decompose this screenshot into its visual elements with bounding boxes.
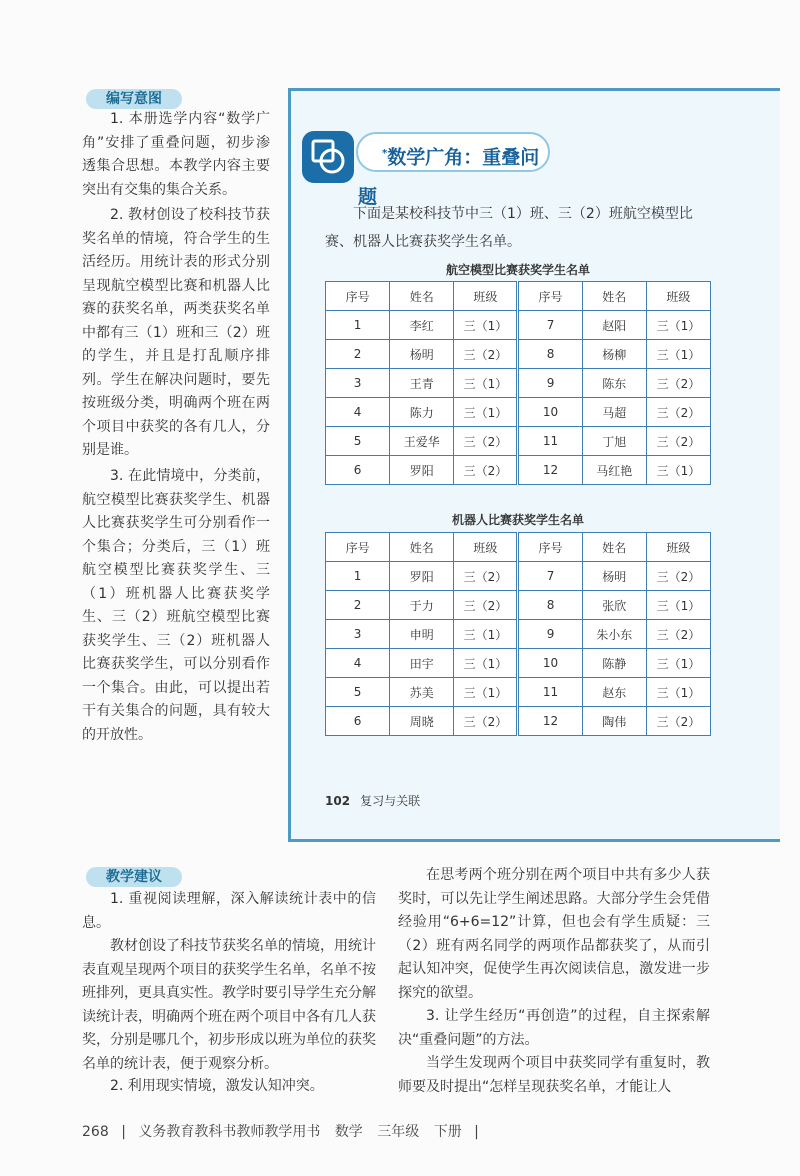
- table-cell: 罗阳: [390, 562, 454, 591]
- table-cell: 2: [326, 340, 390, 369]
- table-row: [326, 562, 711, 591]
- header-cell: 班级: [646, 533, 710, 562]
- table-cell: 8: [518, 340, 582, 369]
- table-cell: 苏美: [390, 678, 454, 707]
- footer-page: 268: [82, 1124, 109, 1140]
- page-section: 复习与关联: [360, 794, 421, 808]
- table-cell: 王爱华: [390, 427, 454, 456]
- table-cell: 三（2）: [646, 427, 710, 456]
- table-cell: 赵东: [582, 678, 646, 707]
- table-row: [326, 591, 711, 620]
- table-cell: 陈静: [582, 649, 646, 678]
- teaching-header: 教学建议: [86, 867, 182, 887]
- table-cell: 马红艳: [582, 456, 646, 485]
- optional-star: *: [382, 148, 388, 159]
- table-cell: 李红: [390, 311, 454, 340]
- overlap-icon: [302, 131, 354, 183]
- table-cell: 三（1）: [646, 649, 710, 678]
- textbook-page-number: [325, 792, 420, 809]
- table-row: [326, 678, 711, 707]
- table-cell: 5: [326, 427, 390, 456]
- header-cell: 序号: [326, 282, 390, 311]
- table-row: [326, 311, 711, 340]
- table1-caption: 航空模型比赛获奖学生名单: [445, 263, 590, 277]
- table-cell: 三（1）: [646, 678, 710, 707]
- table-cell: 三（1）: [454, 649, 518, 678]
- header-cell: 序号: [326, 533, 390, 562]
- table-row: [326, 369, 711, 398]
- table-cell: 杨明: [582, 562, 646, 591]
- teaching-left-3: 2. 利用现实情境，激发认知冲突。: [110, 1078, 324, 1094]
- table-cell: 7: [518, 311, 582, 340]
- teaching-left-2: 教材创设了科技节获奖名单的情境，用统计表直观呈现两个项目的获奖学生名单，名单不按班排列，更具真实性。教学时要引导学生充分解读统计表，明确两个班在两个项目中各有几人获奖，分别是哪几个，初步形成以班为单位的获奖名单的统计表，便于观察分析。: [82, 938, 376, 1072]
- table-cell: 10: [518, 649, 582, 678]
- table-cell: 3: [326, 620, 390, 649]
- table-row: [326, 340, 711, 369]
- table-cell: 杨柳: [582, 340, 646, 369]
- table-cell: 陶伟: [582, 707, 646, 736]
- table-cell: 三（2）: [454, 456, 518, 485]
- table-cell: 11: [518, 427, 582, 456]
- table-cell: 于力: [390, 591, 454, 620]
- table-cell: 罗阳: [390, 456, 454, 485]
- lesson-intro: 下面是某校科技节中三（1）班、三（2）班航空模型比赛、机器人比赛获奖学生名单。: [325, 206, 693, 250]
- table-cell: 1: [326, 562, 390, 591]
- table-cell: 三（2）: [454, 562, 518, 591]
- table-cell: 3: [326, 369, 390, 398]
- table-row: [326, 427, 711, 456]
- table-row: [326, 398, 711, 427]
- footer-book: 义务教育教科书教师教学用书: [138, 1124, 321, 1140]
- table-cell: 赵阳: [582, 311, 646, 340]
- table-cell: 王青: [390, 369, 454, 398]
- table-cell: 三（2）: [646, 369, 710, 398]
- table-row: [326, 649, 711, 678]
- table-cell: 丁旭: [582, 427, 646, 456]
- table-cell: 三（2）: [646, 620, 710, 649]
- table-cell: 马超: [582, 398, 646, 427]
- table-cell: 2: [326, 591, 390, 620]
- header-cell: 班级: [646, 282, 710, 311]
- table-cell: 12: [518, 707, 582, 736]
- table-cell: 申明: [390, 620, 454, 649]
- table-cell: 7: [518, 562, 582, 591]
- table-cell: 三（1）: [646, 340, 710, 369]
- table-cell: 三（2）: [646, 398, 710, 427]
- table-header-row: [326, 282, 711, 311]
- table-cell: 8: [518, 591, 582, 620]
- header-cell: 姓名: [390, 282, 454, 311]
- robot-award-table: [325, 532, 711, 736]
- table-cell: 三（1）: [646, 456, 710, 485]
- table-cell: 周晓: [390, 707, 454, 736]
- table-row: [326, 620, 711, 649]
- table-row: [326, 707, 711, 736]
- table-cell: 张欣: [582, 591, 646, 620]
- footer-grade: 三年级: [377, 1124, 420, 1140]
- table-header-row: [326, 533, 711, 562]
- table-cell: 5: [326, 678, 390, 707]
- table-cell: 三（1）: [454, 678, 518, 707]
- table-cell: 6: [326, 456, 390, 485]
- table-cell: 杨明: [390, 340, 454, 369]
- side-note-paragraph-2: 2. 教材创设了校科技节获奖名单的情境，符合学生的生活经历。用统计表的形式分别呈现航空模型比赛和机器人比赛的获奖名单，两类获奖名单中都有三（1）班和三（2）班的学生，并且是打乱顺序排列。学生在解决问题时，要先按班级分类，明确两个班在两个项目中获奖的各有几人，分别是谁。: [82, 207, 270, 458]
- side-note-paragraph-1: 1. 本册选学内容“数学广角”安排了重叠问题，初步渗透集合思想。本教学内容主要突出有交集的集合关系。: [82, 111, 270, 198]
- table-cell: 4: [326, 649, 390, 678]
- header-cell: 序号: [518, 282, 582, 311]
- header-cell: 序号: [518, 533, 582, 562]
- table-cell: 陈东: [582, 369, 646, 398]
- header-cell: 班级: [454, 533, 518, 562]
- lesson-title: [356, 132, 550, 209]
- table2-caption: 机器人比赛获奖学生名单: [451, 513, 584, 527]
- table-cell: 三（1）: [454, 311, 518, 340]
- table-cell: 朱小东: [582, 620, 646, 649]
- table-cell: 三（2）: [454, 707, 518, 736]
- table-cell: 田宇: [390, 649, 454, 678]
- table-cell: 三（2）: [454, 591, 518, 620]
- table-cell: 三（2）: [454, 427, 518, 456]
- table-cell: 三（1）: [646, 311, 710, 340]
- table-cell: 9: [518, 369, 582, 398]
- table-cell: 1: [326, 311, 390, 340]
- table-cell: 三（1）: [454, 369, 518, 398]
- teaching-right-2: 3. 让学生经历“再创造”的过程，自主探索解决“重叠问题”的方法。: [398, 1008, 710, 1048]
- header-cell: 班级: [454, 282, 518, 311]
- side-note-paragraph-3: 3. 在此情境中，分类前，航空模型比赛获奖学生、机器人比赛获奖学生可分别看作一个集合；分类后，三（1）班航空模型比赛获奖学生、三（1）班机器人比赛获奖学生、三（2）班航空模型比赛获奖学生、三（2）班机器人比赛获奖学生，可以分别看作一个集合。由此，可以提出若干有关集合的问题，具有较大的开放性。: [82, 468, 270, 743]
- lesson-title-text: 数学广角：重叠问题: [358, 146, 540, 209]
- table-cell: 12: [518, 456, 582, 485]
- aviation-award-table: [325, 281, 711, 485]
- table-cell: 10: [518, 398, 582, 427]
- table-cell: 三（1）: [454, 620, 518, 649]
- header-cell: 姓名: [582, 282, 646, 311]
- side-note-header: 编写意图: [86, 89, 182, 109]
- teaching-right-3: 当学生发现两个项目中获奖同学有重复时，教师要及时提出“怎样呈现获奖名单，才能让人: [398, 1055, 710, 1095]
- table-cell: 4: [326, 398, 390, 427]
- footer-volume: 下册: [433, 1124, 462, 1140]
- header-cell: 姓名: [390, 533, 454, 562]
- page-footer: 268 | 义务教育教科书教师教学用书 数学 三年级 下册 |: [82, 1121, 479, 1141]
- teaching-right-1: 在思考两个班分别在两个项目中共有多少人获奖时，可以先让学生阐述思路。大部分学生会凭借经验用“6+6=12”计算，但也会有学生质疑：三（2）班有两名同学的两项作品都获奖了，从而引起认知冲突，促使学生再次阅读信息，激发进一步探究的欲望。: [398, 867, 710, 1001]
- table-cell: 三（2）: [646, 707, 710, 736]
- table-cell: 陈力: [390, 398, 454, 427]
- table-cell: 三（1）: [454, 398, 518, 427]
- teaching-left-1: 1. 重视阅读理解，深入解读统计表中的信息。: [82, 891, 376, 931]
- header-cell: 姓名: [582, 533, 646, 562]
- table-cell: 三（2）: [646, 562, 710, 591]
- table-cell: 三（2）: [454, 340, 518, 369]
- table-cell: 9: [518, 620, 582, 649]
- table-cell: 11: [518, 678, 582, 707]
- footer-subject: 数学: [334, 1124, 363, 1140]
- table-row: [326, 456, 711, 485]
- page-num: 102: [325, 794, 351, 808]
- table-cell: 6: [326, 707, 390, 736]
- table-cell: 三（1）: [646, 591, 710, 620]
